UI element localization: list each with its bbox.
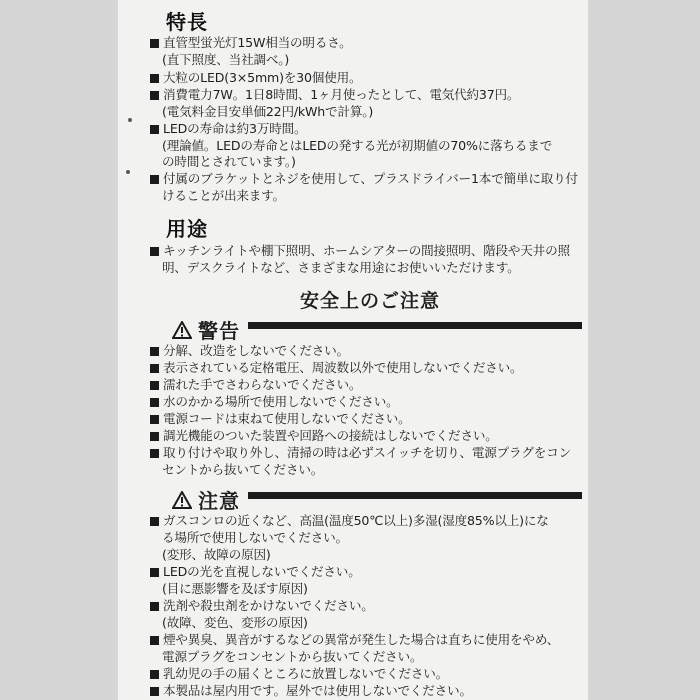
feature-note: (理論値。LEDの寿命とはLEDの発する光が初期値の70%に落ちるまで xyxy=(162,138,553,153)
bullet-square-icon xyxy=(150,449,159,458)
bullet-square-icon xyxy=(150,91,159,100)
caution-note: (故障、変色、変形の原因) xyxy=(162,615,308,630)
bullet-square-icon xyxy=(150,74,159,83)
bullet-square-icon xyxy=(150,517,159,526)
warning-item: 分解、改造をしないでください。 xyxy=(150,343,349,359)
caution-item-continued: 電源プラグをコンセントから抜いてください。 xyxy=(162,649,423,664)
feature-note: (直下照度、当社調べ。) xyxy=(162,52,290,67)
caution-item: 乳幼児の手の届くところに放置しないでください。 xyxy=(150,666,448,682)
bullet-square-icon xyxy=(150,415,159,424)
warning-item: 取り付けや取り外し、清掃の時は必ずスイッチを切り、電源プラグをコン xyxy=(150,445,571,461)
caution-note: (変形、故障の原因) xyxy=(162,547,271,562)
punch-dot xyxy=(128,118,132,122)
feature-item: 大粒のLED(3×5mm)を30個使用。 xyxy=(150,70,361,86)
warning-heading: 警告 xyxy=(172,315,240,344)
bullet-square-icon xyxy=(150,602,159,611)
bullet-square-icon xyxy=(150,670,159,679)
caution-divider-bar xyxy=(248,492,582,499)
bullet-square-icon xyxy=(150,568,159,577)
bullet-square-icon xyxy=(150,687,159,696)
warning-item: 調光機能のついた装置や回路への接続はしないでください。 xyxy=(150,428,498,444)
bullet-square-icon xyxy=(150,125,159,134)
warning-item-continued: セントから抜いてください。 xyxy=(162,462,324,477)
bullet-square-icon xyxy=(150,347,159,356)
bullet-square-icon xyxy=(150,175,159,184)
warning-triangle-icon xyxy=(172,491,192,509)
caution-item: 洗剤や殺虫剤をかけないでください。 xyxy=(150,598,374,614)
caution-item-continued: る場所で使用しないでください。 xyxy=(162,530,348,545)
caution-item: LEDの光を直視しないでください。 xyxy=(150,564,361,580)
caution-heading: 注意 xyxy=(172,485,240,514)
caution-item: 煙や異臭、異音がするなどの異常が発生した場合は直ちに使用をやめ、 xyxy=(150,632,559,648)
caution-note: (目に悪影響を及ぼす原因) xyxy=(162,581,308,596)
bullet-square-icon xyxy=(150,381,159,390)
warning-divider-bar xyxy=(248,322,582,329)
bullet-square-icon xyxy=(150,432,159,441)
warning-item: 電源コードは束ねて使用しないでください。 xyxy=(150,411,411,427)
feature-note: (電気料金目安単価22円/kWhで計算。) xyxy=(162,104,374,119)
bullet-square-icon xyxy=(150,398,159,407)
caution-item: ガスコンロの近くなど、高温(温度50℃以上)多湿(湿度85%以上)にな xyxy=(150,513,549,529)
warning-item: 濡れた手でさわらないでください。 xyxy=(150,377,361,393)
feature-note: の時間とされています。) xyxy=(162,154,296,169)
uses-heading: 用途 xyxy=(166,217,208,241)
punch-dot xyxy=(126,170,130,174)
bullet-square-icon xyxy=(150,247,159,256)
features-heading: 特長 xyxy=(166,10,208,34)
caution-item: 本製品は屋内用です。屋外では使用しないでください。 xyxy=(150,683,472,699)
feature-item: 消費電力7W。1日8時間、1ヶ月使ったとして、電気代約37円。 xyxy=(150,87,519,103)
bullet-square-icon xyxy=(150,39,159,48)
right-shadow-band xyxy=(588,0,700,700)
bullet-square-icon xyxy=(150,636,159,645)
warning-triangle-icon xyxy=(172,321,192,339)
safety-title: 安全上のご注意 xyxy=(299,290,440,312)
bullet-square-icon xyxy=(150,364,159,373)
uses-item: キッチンライトや棚下照明、ホームシアターの間接照明、階段や天井の照 xyxy=(150,243,570,259)
warning-item: 水のかかる場所で使用しないでください。 xyxy=(150,394,398,410)
feature-item-continued: けることが出来ます。 xyxy=(162,188,285,203)
feature-item: 付属のブラケットとネジを使用して、プラスドライバー1本で簡単に取り付 xyxy=(150,171,578,187)
feature-item: 直管型蛍光灯15W相当の明るさ。 xyxy=(150,35,352,51)
warning-item: 表示されている定格電圧、周波数以外で使用しないでください。 xyxy=(150,360,522,376)
left-shadow-band xyxy=(0,0,118,700)
uses-item-continued: 明、デスクライトなど、さまざまな用途にお使いいただけます。 xyxy=(162,260,520,275)
feature-item: LEDの寿命は約3万時間。 xyxy=(150,121,306,137)
